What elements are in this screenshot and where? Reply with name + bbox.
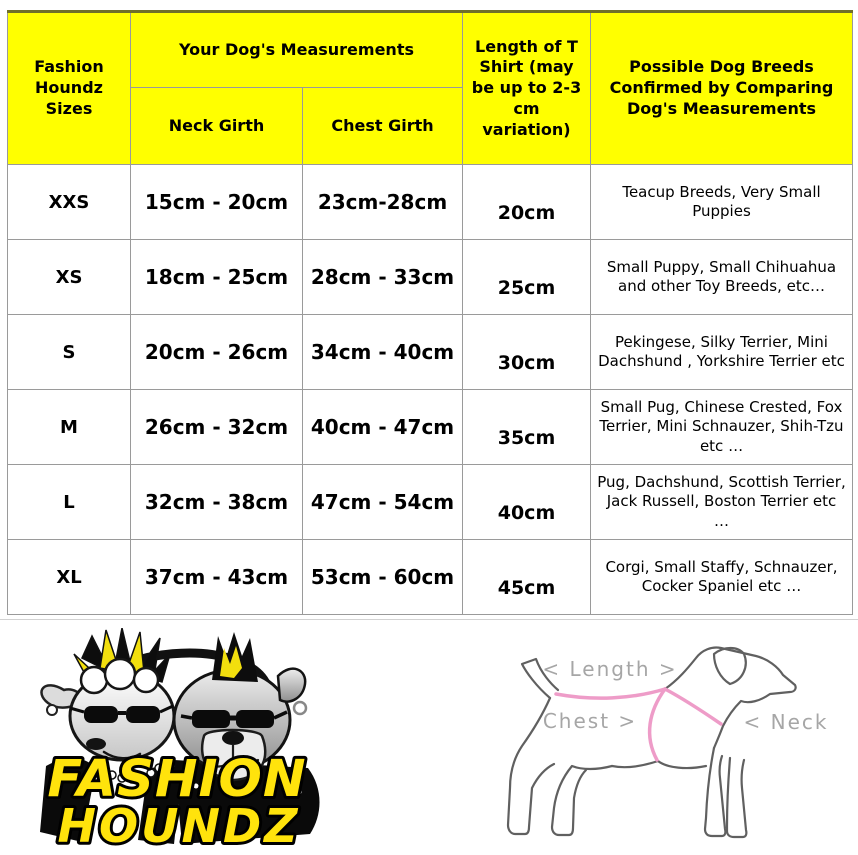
table-row xyxy=(8,315,853,390)
breeds-cell: Small Pug, Chinese Crested, Fox Terrier, Mini Schnauzer, Shih-Tzu etc … xyxy=(591,390,853,465)
table-row xyxy=(8,165,853,240)
neck-label: < Neck xyxy=(743,710,829,734)
dog-measurement-diagram xyxy=(462,628,858,855)
fashion-houndz-logo-icon xyxy=(22,628,332,855)
length-cell: 45cm xyxy=(463,540,591,615)
breeds-cell: Pug, Dachshund, Scottish Terrier, Jack Russell, Boston Terrier etc … xyxy=(591,465,853,540)
size-cell: XXS xyxy=(8,165,131,240)
logo-text-houndz: HOUNDZ xyxy=(57,799,301,853)
chest-cell: 47cm - 54cm xyxy=(303,465,463,540)
header-measurements: Your Dog's Measurements xyxy=(131,12,463,88)
neck-cell: 18cm - 25cm xyxy=(131,240,303,315)
size-cell: M xyxy=(8,390,131,465)
logo-text-fashion: FASHION xyxy=(47,750,307,809)
header-row-top xyxy=(8,12,853,88)
neck-cell: 32cm - 38cm xyxy=(131,465,303,540)
header-chest-girth: Chest Girth xyxy=(303,88,463,165)
earring-icon xyxy=(294,702,306,714)
size-cell: XS xyxy=(8,240,131,315)
length-cell: 30cm xyxy=(463,315,591,390)
table-row xyxy=(8,540,853,615)
length-cell: 20cm xyxy=(463,165,591,240)
length-label: < Length > xyxy=(542,657,678,681)
size-cell: L xyxy=(8,465,131,540)
chest-cell: 23cm-28cm xyxy=(303,165,463,240)
header-neck-girth: Neck Girth xyxy=(131,88,303,165)
size-chart-table xyxy=(7,10,853,615)
neck-cell: 15cm - 20cm xyxy=(131,165,303,240)
length-cell: 35cm xyxy=(463,390,591,465)
table-row xyxy=(8,240,853,315)
dog-nose xyxy=(86,738,106,750)
chest-cell: 34cm - 40cm xyxy=(303,315,463,390)
neck-cell: 37cm - 43cm xyxy=(131,540,303,615)
breeds-cell: Corgi, Small Staffy, Schnauzer, Cocker Spaniel etc … xyxy=(591,540,853,615)
breeds-cell: Pekingese, Silky Terrier, Mini Dachshund , Yorkshire Terrier etc xyxy=(591,315,853,390)
size-cell: S xyxy=(8,315,131,390)
header-sizes: Fashion Houndz Sizes xyxy=(8,12,131,165)
chest-cell: 40cm - 47cm xyxy=(303,390,463,465)
mohawk-icon xyxy=(212,632,258,682)
neck-cell: 20cm - 26cm xyxy=(131,315,303,390)
chest-cell: 53cm - 60cm xyxy=(303,540,463,615)
table-row xyxy=(8,390,853,465)
separator-line xyxy=(0,619,858,620)
length-cell: 40cm xyxy=(463,465,591,540)
chest-cell: 28cm - 33cm xyxy=(303,240,463,315)
length-cell: 25cm xyxy=(463,240,591,315)
header-breeds: Possible Dog Breeds Confirmed by Comparing Dog's Measurements xyxy=(591,12,853,165)
breeds-cell: Small Puppy, Small Chihuahua and other Toy Breeds, etc… xyxy=(591,240,853,315)
neck-cell: 26cm - 32cm xyxy=(131,390,303,465)
header-shirt-length: Length of T Shirt (may be up to 2-3 cm variation) xyxy=(463,12,591,165)
size-cell: XL xyxy=(8,540,131,615)
chest-label: Chest > xyxy=(542,709,638,733)
breeds-cell: Teacup Breeds, Very Small Puppies xyxy=(591,165,853,240)
table-row xyxy=(8,465,853,540)
